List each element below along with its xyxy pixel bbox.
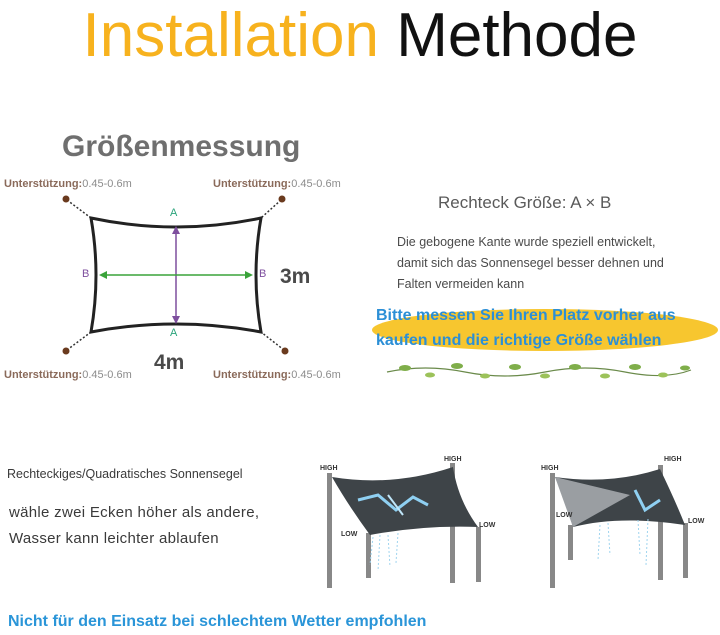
title-part-installation: Installation: [82, 1, 379, 70]
page-title: [0, 0, 720, 72]
support-value-text: 0.45-0.6m: [291, 178, 341, 190]
support-value-text: 0.45-0.6m: [82, 178, 132, 190]
support-label-text: Unterstützung:: [4, 369, 83, 381]
description-line: damit sich das Sonnensegel besser dehnen und: [397, 256, 664, 270]
edge-label-a-bottom: A: [170, 327, 178, 339]
post: [327, 473, 332, 588]
drainage-tip: [9, 500, 259, 552]
measurement-title: Größenmessung: [62, 130, 301, 163]
post: [683, 523, 688, 578]
rope-top-left: [67, 200, 91, 218]
drainage-line: wähle zwei Ecken höher als andere,: [9, 504, 260, 521]
sail-shape: [332, 467, 478, 535]
low-label: LOW: [341, 531, 358, 538]
rope-top-right: [261, 200, 281, 218]
anchor-point-icon: [282, 348, 289, 355]
post: [568, 525, 573, 560]
high-label: HIGH: [664, 456, 682, 463]
support-label-top-right: [213, 178, 341, 190]
description-line: Falten vermeiden kann: [397, 277, 525, 291]
anchor-point-icon: [279, 196, 286, 203]
support-label-text: Unterstützung:: [213, 178, 292, 190]
rope-bottom-left: [67, 332, 91, 350]
anchor-point-icon: [63, 196, 70, 203]
vine-decoration-icon: [385, 356, 695, 384]
support-label-top-left: [4, 178, 132, 190]
water-drops-icon: [370, 533, 398, 571]
support-label-text: Unterstützung:: [213, 369, 292, 381]
width-dimension: 4m: [154, 351, 185, 374]
measure-hint-banner: [372, 303, 720, 355]
support-value-text: 0.45-0.6m: [82, 369, 132, 381]
rectangular-sail-illustration: [318, 455, 503, 590]
water-drops-icon: [598, 519, 648, 565]
hint-line: kaufen und die richtige Größe wählen: [376, 332, 662, 349]
high-label: HIGH: [541, 465, 559, 472]
support-value-text: 0.45-0.6m: [291, 369, 341, 381]
edge-label-b-left: B: [82, 268, 90, 280]
post: [366, 533, 371, 578]
edge-description: [397, 232, 712, 295]
hint-line: Bitte messen Sie Ihren Platz vorher aus: [376, 307, 676, 324]
low-label: LOW: [479, 522, 496, 529]
drainage-line: Wasser kann leichter ablaufen: [9, 530, 219, 547]
post: [550, 473, 555, 588]
anchor-point-icon: [63, 348, 70, 355]
sail-type-label: Rechteckiges/Quadratisches Sonnensegel: [7, 467, 243, 481]
measure-hint-text: [376, 303, 676, 353]
post: [476, 527, 481, 582]
edge-label-a-top: A: [170, 207, 178, 219]
height-dimension: 3m: [280, 265, 311, 288]
weather-warning: Nicht für den Einsatz bei schlechtem Wetter empfohlen: [8, 613, 427, 630]
support-label-bottom-right: [213, 369, 341, 381]
support-label-text: Unterstützung:: [4, 178, 83, 190]
support-label-bottom-left: [4, 369, 132, 381]
high-label: HIGH: [320, 465, 338, 472]
rectangle-size-formula: Rechteck Größe: A × B: [438, 193, 612, 212]
low-label: LOW: [556, 512, 573, 519]
title-part-methode: Methode: [396, 1, 638, 70]
low-label: LOW: [688, 518, 705, 525]
edge-label-b-right: B: [259, 268, 267, 280]
rope-bottom-right: [261, 332, 284, 350]
description-line: Die gebogene Kante wurde speziell entwickelt,: [397, 235, 656, 249]
high-label: HIGH: [444, 456, 462, 463]
